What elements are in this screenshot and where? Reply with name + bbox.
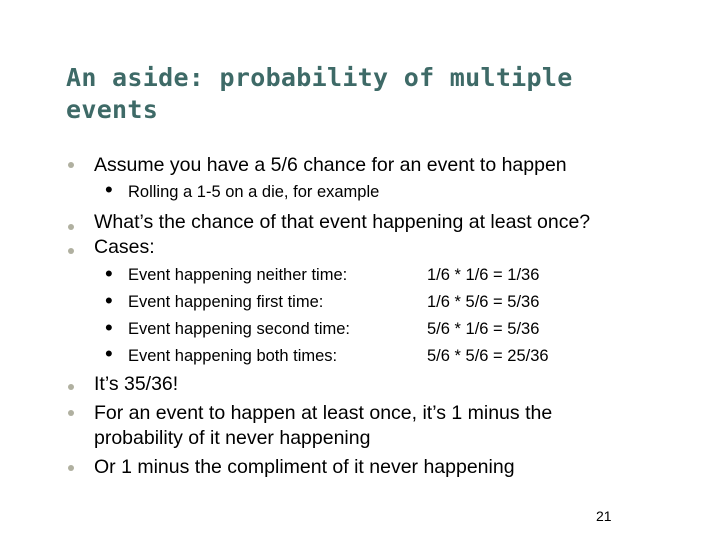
- bullet-icon: [68, 384, 74, 390]
- sub-bullet-icon: •: [105, 261, 113, 286]
- bullet-text-6: Or 1 minus the compliment of it never happening: [94, 456, 515, 478]
- bullet-text-5: For an event to happen at least once, it’s 1 minus the: [94, 402, 553, 424]
- title-line-1: An aside: probability of multiple: [66, 63, 573, 92]
- sub-bullet-icon: •: [105, 341, 113, 366]
- bullet-icon: [68, 224, 74, 230]
- bullet-icon: [68, 248, 74, 254]
- case-calc-4: 5/6 * 5/6 = 25/36: [427, 347, 549, 365]
- sub-bullet-icon: •: [105, 315, 113, 340]
- bullet-text-3: Cases:: [94, 236, 155, 258]
- page-number: 21: [596, 508, 612, 524]
- sub-bullet-icon: •: [105, 288, 113, 313]
- case-calc-1: 1/6 * 1/6 = 1/36: [427, 266, 540, 284]
- case-label-2: Event happening first time:: [128, 293, 324, 311]
- case-label-4: Event happening both times:: [128, 347, 338, 365]
- slide-title: [66, 62, 666, 126]
- sub-bullet-example: Rolling a 1-5 on a die, for example: [128, 183, 380, 201]
- case-calc-3: 5/6 * 1/6 = 5/36: [427, 320, 540, 338]
- bullet-text-2: What’s the chance of that event happening at least once?: [94, 211, 591, 233]
- sub-bullet-icon: •: [105, 177, 113, 202]
- bullet-icon: [68, 465, 74, 471]
- bullet-icon: [68, 162, 74, 168]
- title-line-2: events: [66, 95, 159, 124]
- case-label-3: Event happening second time:: [128, 320, 350, 338]
- bullet-text-4: It’s 35/36!: [94, 373, 179, 395]
- bullet-text-1: Assume you have a 5/6 chance for an event to happen: [94, 154, 567, 176]
- case-label-1: Event happening neither time:: [128, 266, 348, 284]
- bullet-text-5-continuation: probability of it never happening: [94, 427, 371, 449]
- bullet-icon: [68, 410, 74, 416]
- case-calc-2: 1/6 * 5/6 = 5/36: [427, 293, 540, 311]
